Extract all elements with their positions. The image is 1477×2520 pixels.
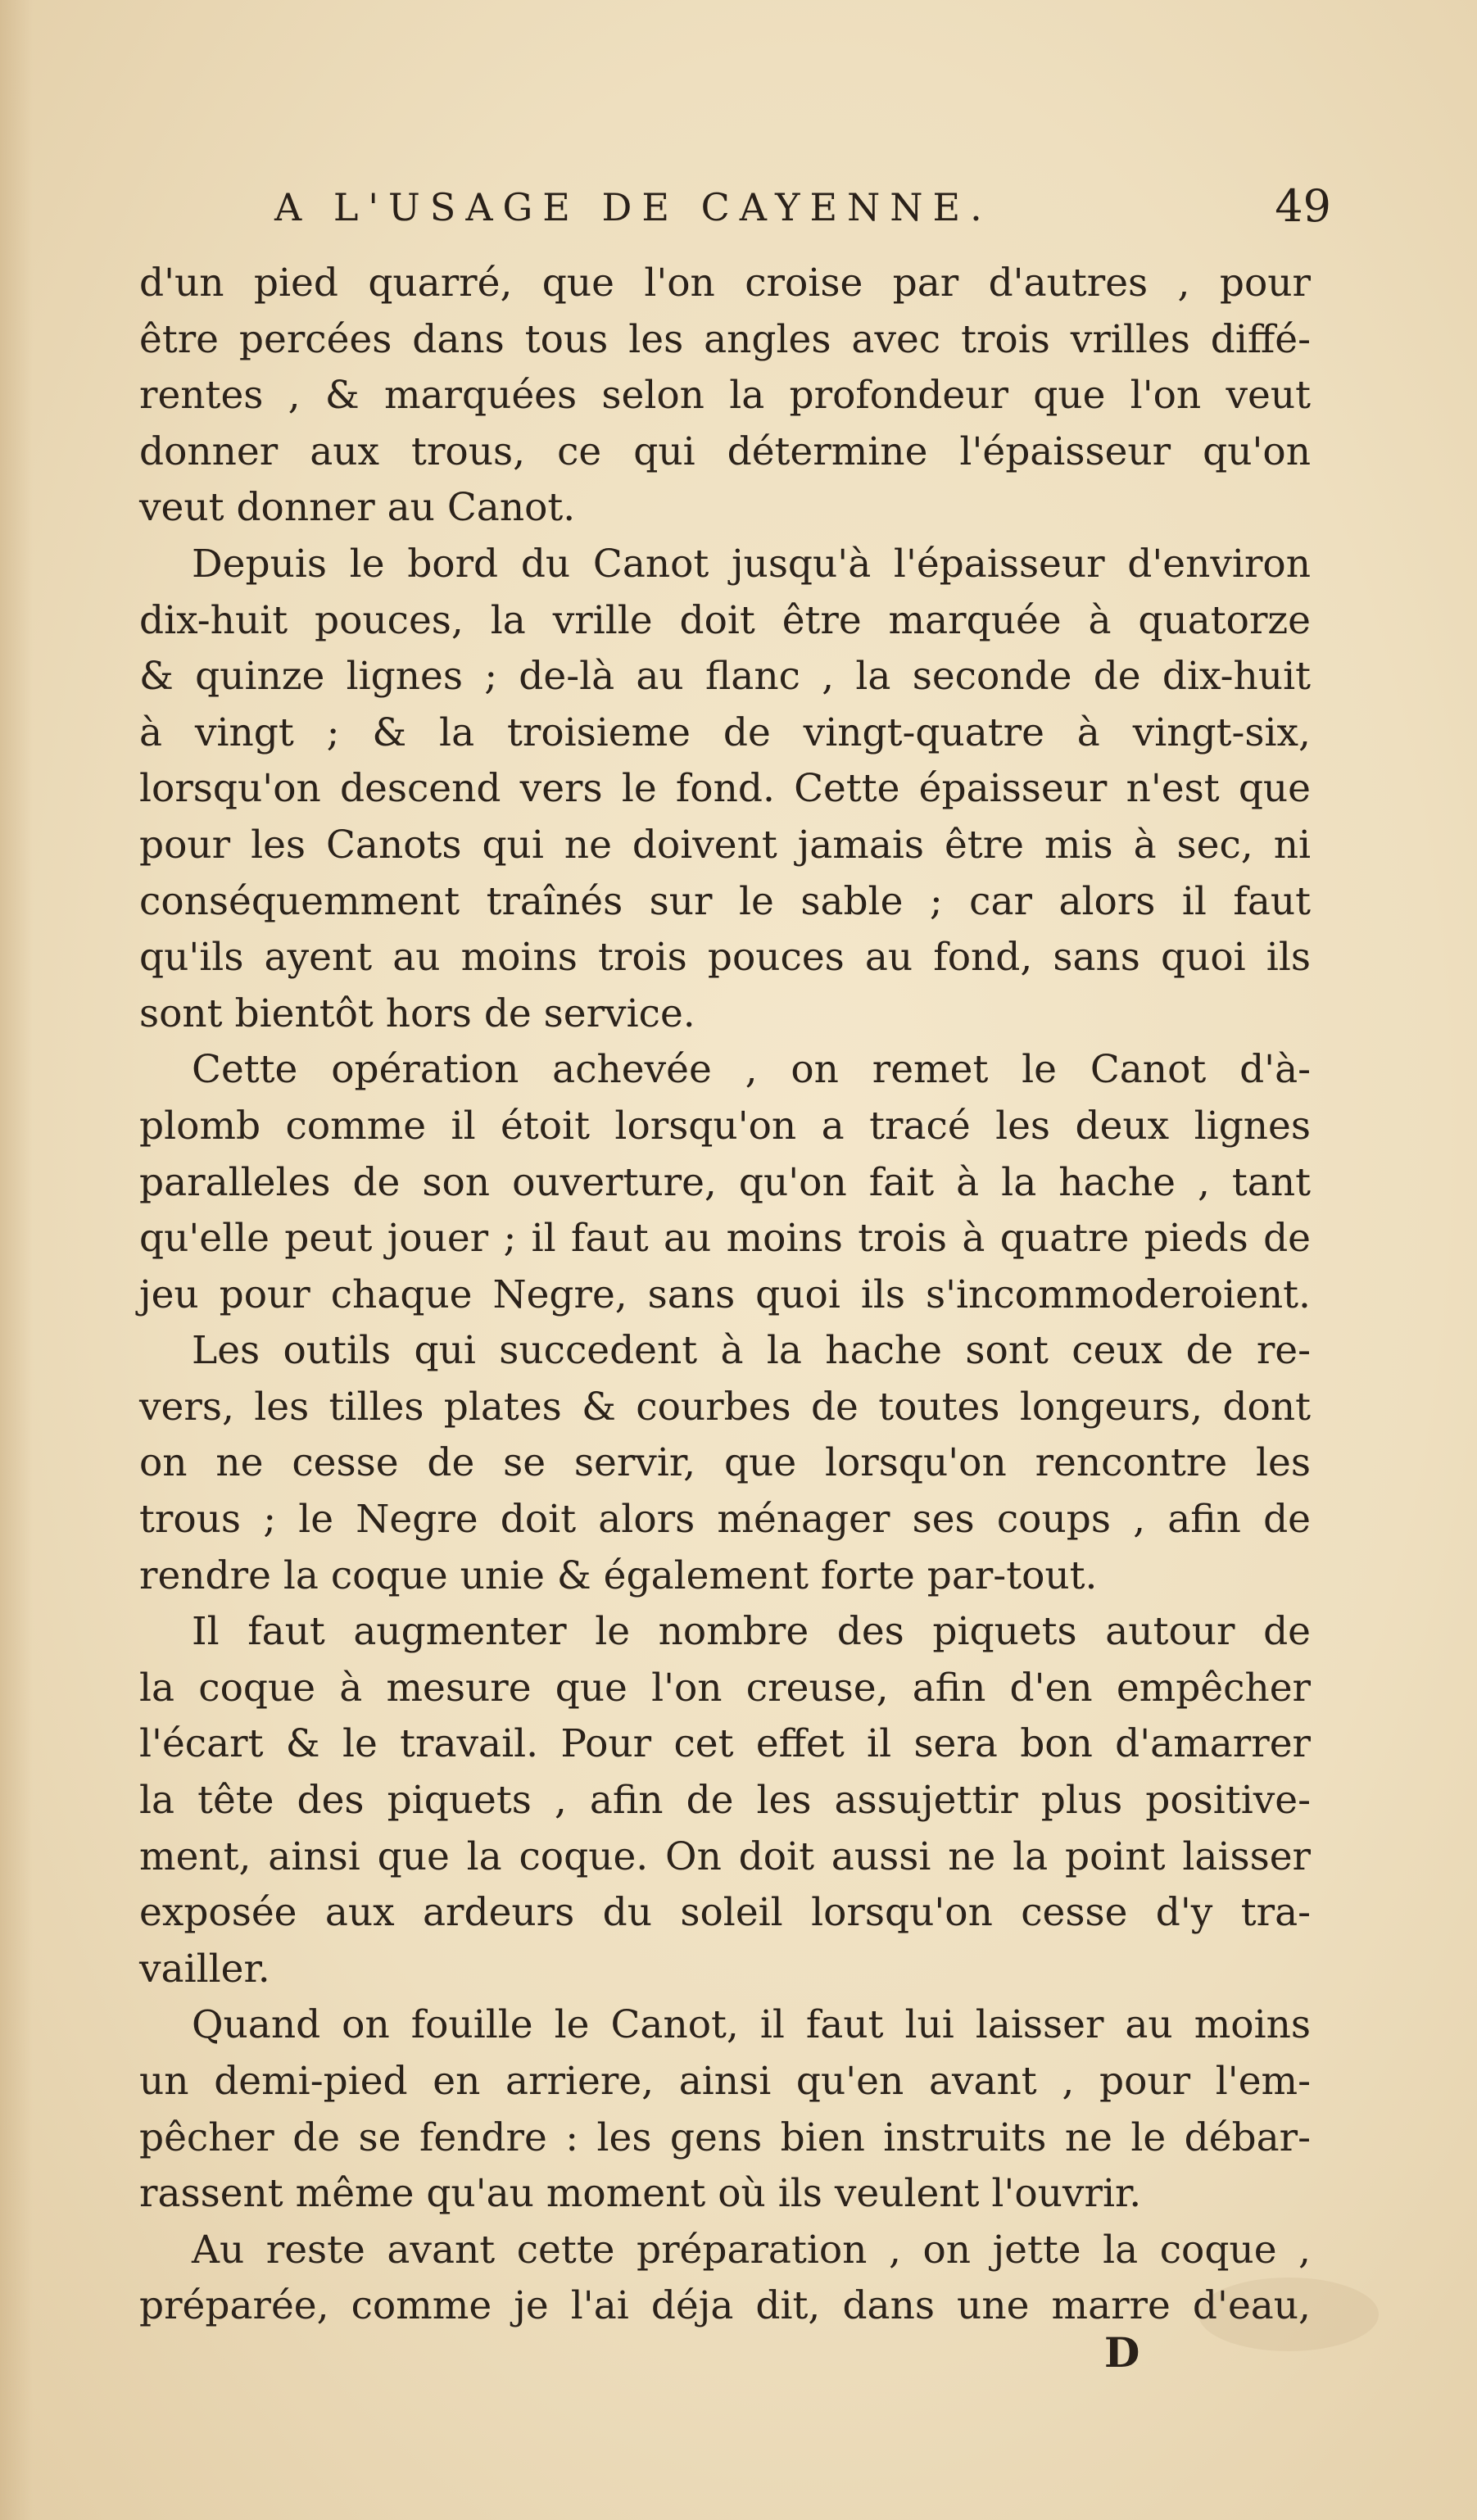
- page-edge-shadow: [0, 0, 33, 2520]
- text-line: la coque à mesure que l'on creuse, afin d'en empêcher: [139, 1665, 1311, 1711]
- text-line: pêcher de se fendre : les gens bien instruits ne le débar-: [139, 2114, 1311, 2160]
- text-line: conséquemment traînés sur le sable ; car alors il faut: [139, 878, 1311, 924]
- text-line: plomb comme il étoit lorsqu'on a tracé les deux lignes: [139, 1103, 1311, 1149]
- text-line: jeu pour chaque Negre, sans quoi ils s'incommoderoient.: [139, 1271, 1311, 1317]
- paragraph-first-line: Les outils qui succedent à la hache sont ceux de re-: [192, 1328, 1311, 1374]
- text-line: trous ; le Negre doit alors ménager ses coups , afin de: [139, 1497, 1311, 1543]
- text-line: préparée, comme je l'ai déja dit, dans une marre d'eau,: [139, 2283, 1311, 2329]
- text-line: sont bientôt hors de service.: [139, 990, 695, 1036]
- text-line: donner aux trous, ce qui détermine l'épaisseur qu'on: [139, 428, 1311, 474]
- text-line: ment, ainsi que la coque. On doit aussi ne la point laisser: [139, 1833, 1311, 1879]
- paragraph-first-line: Au reste avant cette préparation , on jette la coque ,: [192, 2227, 1311, 2273]
- text-line: & quinze lignes ; de-là au flanc , la seconde de dix-huit: [139, 654, 1311, 700]
- text-line: la tête des piquets , afin de les assujettir plus positive-: [139, 1778, 1311, 1824]
- text-line: à vingt ; & la troisieme de vingt-quatre à vingt-six,: [139, 709, 1311, 755]
- text-line: lorsqu'on descend vers le fond. Cette épaisseur n'est que: [139, 766, 1311, 812]
- signature-mark: D: [1104, 2328, 1140, 2377]
- paragraph-first-line: Il faut augmenter le nombre des piquets autour de: [192, 1609, 1311, 1655]
- text-line: qu'elle peut jouer ; il faut au moins trois à quatre pieds de: [139, 1216, 1311, 1262]
- text-line: d'un pied quarré, que l'on croise par d'autres , pour: [139, 261, 1311, 306]
- page-header: [274, 180, 1331, 242]
- text-line: rentes , & marquées selon la profondeur que l'on veut: [139, 373, 1311, 419]
- text-line: un demi-pied en arriere, ainsi qu'en avant , pour l'em-: [139, 2059, 1311, 2104]
- paragraph-first-line: Depuis le bord du Canot jusqu'à l'épaisseur d'environ: [192, 541, 1311, 587]
- text-line: paralleles de son ouverture, qu'on fait à la hache , tant: [139, 1159, 1311, 1205]
- text-line: rendre la coque unie & également forte par-tout.: [139, 1552, 1098, 1598]
- paragraph-first-line: Quand on fouille le Canot, il faut lui laisser au moins: [192, 2002, 1311, 2048]
- body-text: [139, 256, 1311, 2335]
- text-line: veut donner au Canot.: [139, 485, 576, 531]
- running-head: A L'USAGE DE CAYENNE.: [274, 185, 992, 229]
- text-line: vailler.: [139, 1946, 270, 1992]
- text-line: l'écart & le travail. Pour cet effet il sera bon d'amarrer: [139, 1721, 1311, 1767]
- text-line: exposée aux ardeurs du soleil lorsqu'on cesse d'y tra-: [139, 1890, 1311, 1936]
- page-number: 49: [1275, 180, 1331, 232]
- paragraph-first-line: Cette opération achevée , on remet le Canot d'à-: [192, 1047, 1311, 1093]
- text-line: rassent même qu'au moment où ils veulent l'ouvrir.: [139, 2171, 1142, 2217]
- text-line: pour les Canots qui ne doivent jamais être mis à sec, ni: [139, 822, 1311, 868]
- text-line: vers, les tilles plates & courbes de toutes longeurs, dont: [139, 1384, 1311, 1430]
- text-line: dix-huit pouces, la vrille doit être marquée à quatorze: [139, 597, 1311, 643]
- text-line: on ne cesse de se servir, que lorsqu'on rencontre les: [139, 1440, 1311, 1486]
- text-line: être percées dans tous les angles avec trois vrilles diffé-: [139, 316, 1311, 362]
- text-line: qu'ils ayent au moins trois pouces au fond, sans quoi ils: [139, 935, 1311, 981]
